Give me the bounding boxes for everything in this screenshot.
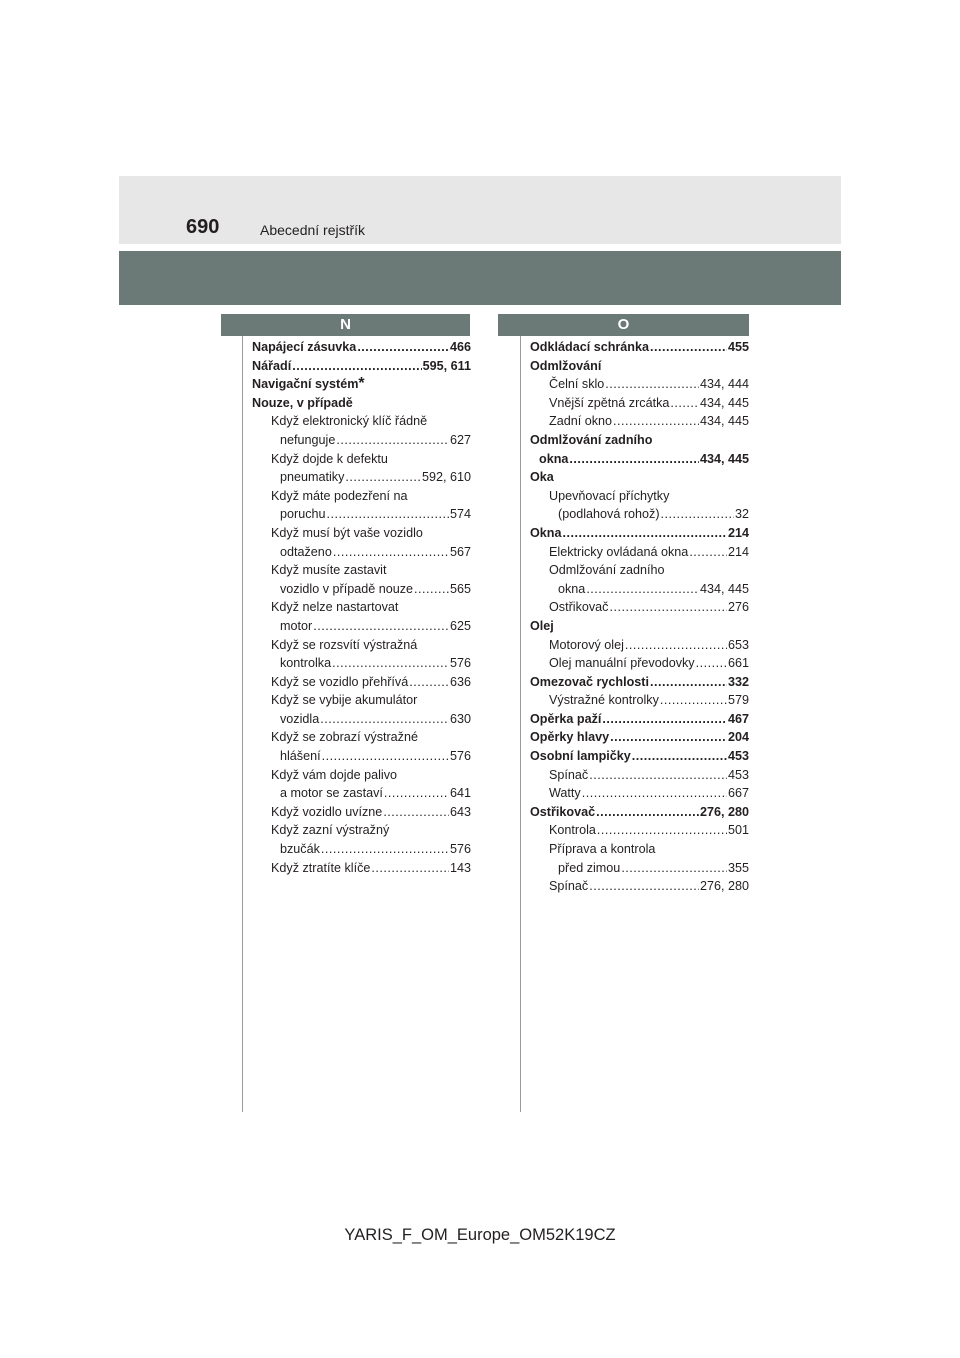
index-entry: [530, 545, 749, 564]
index-entry-page: 625: [449, 618, 471, 633]
dot-leader: [661, 507, 734, 521]
index-entry: [252, 489, 471, 508]
index-entry-label: Okna: [530, 525, 562, 540]
dot-leader: [332, 656, 449, 670]
index-entry-page: 653: [727, 637, 749, 652]
index-entry: [530, 433, 749, 452]
index-entry: [252, 414, 471, 433]
index-entry-page: 592, 610: [421, 470, 471, 485]
index-entry: [530, 414, 749, 433]
index-entry-label: Když musíte zastavit: [271, 563, 387, 578]
index-entry-label: Odkládací schránka: [530, 340, 650, 354]
dot-leader: [292, 359, 421, 373]
index-entry-label: Když vám dojde palivo: [271, 767, 398, 782]
index-entry-page: 576: [449, 656, 471, 671]
index-entry-label: Elektricky ovládaná okna: [549, 544, 689, 559]
dot-leader: [333, 545, 449, 559]
index-entry-page: 276, 280: [699, 804, 749, 819]
dot-leader: [586, 582, 699, 596]
dot-leader: [414, 582, 449, 596]
index-entry: [530, 749, 749, 768]
header-band: [119, 176, 841, 244]
index-entry-page: 276: [727, 600, 749, 615]
dot-leader: [597, 823, 727, 837]
index-entry-label: Spínač: [549, 879, 589, 894]
index-entry: [252, 433, 471, 452]
index-entry: [530, 675, 749, 694]
index-entry-label: Když elektronický klíč řádně: [271, 414, 428, 429]
index-entry-page: 214: [727, 544, 749, 559]
index-entry-label: Olej manuální převodovky: [549, 656, 695, 671]
dot-leader: [609, 600, 727, 614]
index-entry: [252, 545, 471, 564]
index-entry-page: 661: [727, 656, 749, 671]
index-entry: [530, 712, 749, 731]
index-entry: [252, 582, 471, 601]
index-entry-label: Opěrka paží: [530, 711, 602, 726]
letter-heading-n: N: [221, 314, 470, 336]
index-entry: [252, 638, 471, 657]
index-entry-label: Když vozidlo uvízne: [271, 804, 383, 819]
index-entry-label: Osobní lampičky: [530, 749, 631, 764]
index-entry-label: Odmlžování: [530, 358, 602, 373]
dot-leader: [613, 414, 699, 428]
index-entry: [252, 526, 471, 545]
index-entry: [530, 730, 749, 749]
index-entry-page: 276, 280: [699, 879, 749, 894]
dot-leader: [589, 768, 727, 782]
index-entry-label: Když se vybije akumulátor: [271, 693, 418, 708]
index-entry-label: (podlahová rohož): [558, 507, 660, 522]
index-entry-label: nefunguje: [280, 432, 336, 447]
dot-leader: [336, 433, 449, 447]
index-entry-page: 453: [727, 749, 749, 764]
document-code: YARIS_F_OM_Europe_OM52K19CZ: [344, 1226, 616, 1244]
index-entry-page: 204: [727, 730, 749, 745]
column-divider: [242, 336, 243, 1112]
page-number: 690: [186, 216, 220, 238]
index-entry-page: 576: [449, 842, 471, 857]
index-entry: [530, 600, 749, 619]
index-entry: [530, 768, 749, 787]
dot-leader: [589, 879, 699, 893]
index-entry: [530, 619, 749, 638]
index-entry-page: 332: [727, 674, 749, 689]
index-entry-page: 643: [449, 804, 471, 819]
index-entry: [252, 619, 471, 638]
dot-leader: [650, 340, 727, 354]
index-entry-label: a motor se zastaví: [280, 786, 383, 801]
index-entry-page: 214: [727, 525, 749, 540]
index-entry: [530, 359, 749, 378]
index-entry-label: Když se vozidlo přehřívá: [271, 674, 409, 689]
dot-leader: [563, 526, 727, 540]
letter-heading-o: O: [498, 314, 749, 336]
dot-leader: [322, 749, 449, 763]
index-entry: [252, 675, 471, 694]
dot-leader: [320, 712, 449, 726]
dot-leader: [632, 749, 727, 763]
dot-leader: [610, 730, 727, 744]
index-entry-label: vozidla: [280, 711, 320, 726]
dot-leader: [660, 693, 727, 707]
index-entry-label: Motorový olej: [549, 637, 624, 652]
index-entry-label: Když nelze nastartovat: [271, 600, 399, 615]
index-entry-label: Olej: [530, 618, 554, 633]
dot-leader: [409, 675, 449, 689]
index-entry: [252, 693, 471, 712]
index-entry-label: před zimou: [558, 860, 621, 875]
index-entry-label: odtaženo: [280, 544, 332, 559]
index-entry-label: Nouze, v případě: [252, 395, 353, 410]
index-entry-label: Když máte podezření na: [271, 488, 408, 503]
index-entry-label: Upevňovací příchytky: [549, 488, 670, 503]
index-entry-label: Watty: [549, 786, 581, 801]
index-entry: [530, 507, 749, 526]
index-entry-page: 595, 611: [422, 358, 471, 373]
dot-leader: [345, 470, 421, 484]
index-entry: [252, 805, 471, 824]
index-entry-label: Omezovač rychlosti: [530, 674, 649, 689]
index-entry-label: Když musí být vaše vozidlo: [271, 525, 423, 540]
index-entry: [530, 582, 749, 601]
index-entry-label: Oka: [530, 470, 554, 485]
dot-leader: [602, 712, 727, 726]
dot-leader: [313, 619, 449, 633]
index-entry-page: 434, 445: [699, 395, 749, 410]
index-entry: [530, 693, 749, 712]
index-entry-label: Napájecí zásuvka: [252, 340, 357, 354]
dot-leader: [670, 396, 699, 410]
index-entry-page: 455: [727, 340, 749, 354]
index-column-n: [252, 340, 471, 879]
index-entry: [252, 340, 471, 359]
index-entry-label: Když zazní výstražný: [271, 823, 390, 838]
index-entry-page: 565: [449, 581, 471, 596]
column-divider: [520, 336, 521, 1112]
index-entry: [252, 656, 471, 675]
index-entry: [252, 786, 471, 805]
index-entry-label: Ostřikovač: [530, 804, 596, 819]
index-entry-page: 576: [449, 749, 471, 764]
index-entry: [252, 749, 471, 768]
index-entry: [252, 861, 471, 880]
index-column-o: [530, 340, 749, 898]
dot-leader: [371, 861, 449, 875]
dot-leader: [696, 656, 727, 670]
index-entry-label: vozidlo v případě nouze: [280, 581, 414, 596]
index-entry-label: bzučák: [280, 842, 320, 857]
index-entry: [252, 507, 471, 526]
index-entry-page: 434, 445: [699, 414, 749, 429]
index-entry-page: 567: [449, 544, 471, 559]
index-entry-label: okna: [558, 581, 586, 596]
index-entry: Navigační systém *: [252, 375, 365, 393]
index-entry-label: motor: [280, 618, 313, 633]
index-entry-label: Zadní okno: [549, 414, 613, 429]
index-entry: [252, 600, 471, 619]
index-entry-page: 453: [727, 767, 749, 782]
index-entry-label: Odmlžování zadního: [549, 563, 665, 578]
index-entry-page: 501: [727, 823, 749, 838]
index-entry: [252, 768, 471, 787]
dot-leader: [689, 545, 727, 559]
index-entry-page: 667: [727, 786, 749, 801]
section-title: Abecední rejstřík: [260, 222, 366, 238]
dot-leader: [596, 805, 699, 819]
dot-leader: [321, 842, 449, 856]
index-entry: [530, 452, 749, 471]
index-entry-page: 641: [449, 786, 471, 801]
index-entry-label: hlášení: [280, 749, 321, 764]
index-entry-label: okna: [539, 451, 569, 466]
index-entry: [530, 805, 749, 824]
index-entry-page: 627: [449, 432, 471, 447]
index-entry-label: Vnější zpětná zrcátka: [549, 395, 670, 410]
dot-leader: [625, 638, 727, 652]
index-entry-page: 466: [449, 340, 471, 354]
index-entry: [530, 656, 749, 675]
index-entry-label: Výstražné kontrolky: [549, 693, 659, 708]
index-entry-label: Kontrola: [549, 823, 596, 838]
index-entry: [252, 563, 471, 582]
index-entry-label: Ostřikovač: [549, 600, 609, 615]
index-entry-label: kontrolka: [280, 656, 332, 671]
dot-leader: [650, 675, 727, 689]
index-entry-page: 636: [449, 674, 471, 689]
index-entry: [530, 470, 749, 489]
index-entry-label: Když se rozsvítí výstražná: [271, 637, 418, 652]
dot-leader: [569, 452, 699, 466]
index-entry: [530, 786, 749, 805]
index-entry: [530, 861, 749, 880]
index-entry: [530, 563, 749, 582]
index-entry-label: Čelní sklo: [549, 377, 605, 392]
index-entry: [252, 396, 471, 415]
dot-leader: [383, 805, 449, 819]
index-entry-label: Nářadí: [252, 358, 292, 373]
index-entry: [252, 470, 471, 489]
chapter-band: [119, 251, 841, 305]
index-entry: [530, 638, 749, 657]
index-entry: [252, 842, 471, 861]
index-entry-page: 434, 444: [699, 377, 749, 392]
dot-leader: [384, 786, 449, 800]
index-entry: [530, 340, 749, 359]
index-entry-page: 355: [727, 860, 749, 875]
index-entry-page: 579: [727, 693, 749, 708]
index-entry-page: 32: [734, 507, 749, 522]
index-entry-page: 434, 445: [699, 581, 749, 596]
dot-leader: [605, 377, 699, 391]
index-entry-label: Příprava a kontrola: [549, 842, 656, 857]
index-entry-page: 574: [449, 507, 471, 522]
dot-leader: [357, 340, 449, 354]
dot-leader: [582, 786, 727, 800]
index-entry: [530, 823, 749, 842]
index-entry-label: Když se zobrazí výstražné: [271, 730, 418, 745]
index-entry: [530, 489, 749, 508]
index-entry: [530, 879, 749, 898]
index-entry: [530, 377, 749, 396]
index-entry-label: pneumatiky: [280, 470, 345, 485]
index-entry-label: poruchu: [280, 507, 326, 522]
index-entry: [530, 526, 749, 545]
index-entry-label: Když dojde k defektu: [271, 451, 388, 466]
index-entry: [252, 730, 471, 749]
dot-leader: [621, 861, 727, 875]
index-entry: [252, 452, 471, 471]
index-entry-label: Spínač: [549, 767, 589, 782]
dot-leader: [327, 507, 449, 521]
index-entry: [530, 396, 749, 415]
index-entry: [252, 712, 471, 731]
index-entry-page: 630: [449, 711, 471, 726]
index-entry-label: Když ztratíte klíče: [271, 860, 371, 875]
index-entry: [252, 823, 471, 842]
index-entry-label: Navigační systém: [252, 377, 359, 392]
index-entry-page: 467: [727, 711, 749, 726]
index-entry-page: 434, 445: [699, 451, 749, 466]
index-entry-page: 143: [449, 860, 471, 875]
index-entry-label: Opěrky hlavy: [530, 730, 610, 745]
index-entry-label: Odmlžování zadního: [530, 432, 653, 447]
index-entry: [530, 842, 749, 861]
